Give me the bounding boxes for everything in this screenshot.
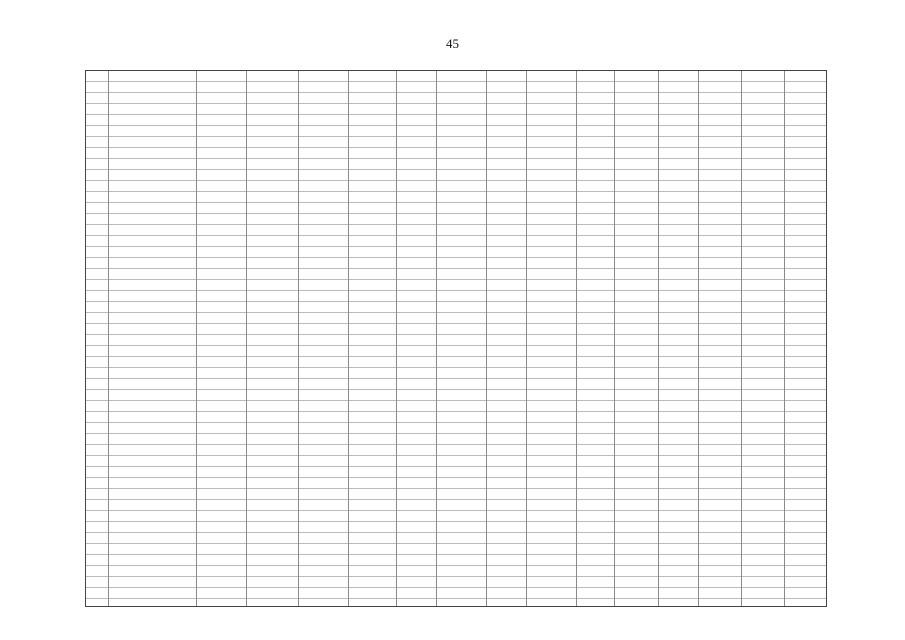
column-divider (741, 71, 742, 606)
budget-table (85, 70, 827, 607)
column-divider (658, 71, 659, 606)
column-divider (698, 71, 699, 606)
column-divider (436, 71, 437, 606)
column-divider (576, 71, 577, 606)
column-divider (196, 71, 197, 606)
column-divider (298, 71, 299, 606)
column-divider (526, 71, 527, 606)
column-divider (246, 71, 247, 606)
column-divider (396, 71, 397, 606)
column-divider (108, 71, 109, 606)
column-divider (486, 71, 487, 606)
column-divider (348, 71, 349, 606)
column-divider (614, 71, 615, 606)
page-number: 45 (446, 36, 459, 51)
column-divider (784, 71, 785, 606)
